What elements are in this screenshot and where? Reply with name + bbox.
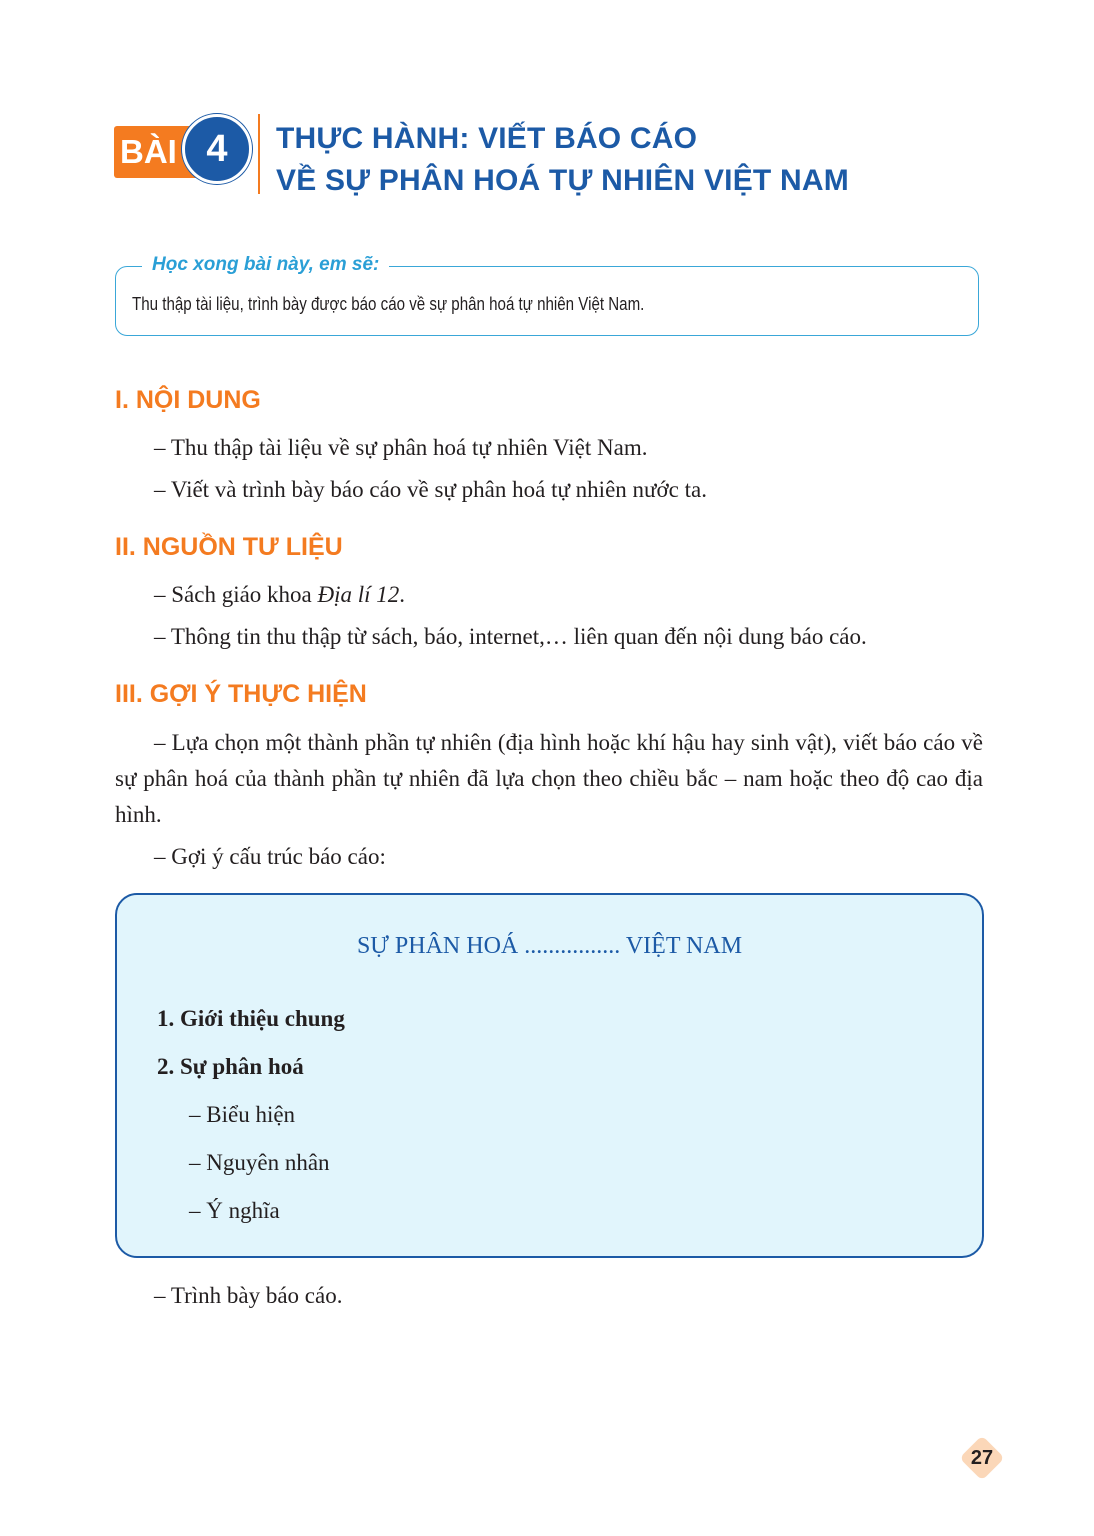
guide-paragraph: – Lựa chọn một thành phần tự nhiên (địa hình hoặc khí hậu hay sinh vật), viết báo cáo về sự phân hoá của thành phần tự nhiên đã lựa chọn theo chiều bắc – nam hoặc theo độ cao địa hình.	[115, 730, 983, 827]
lesson-number-circle	[182, 114, 252, 184]
report-structure-box	[115, 893, 984, 1258]
section-heading-content: I. NỘI DUNG	[115, 386, 261, 414]
objectives-box	[115, 254, 979, 336]
content-item-1: – Thu thập tài liệu về sự phân hoá tự nhiên Việt Nam.	[154, 435, 648, 460]
content-item-2: – Viết và trình bày báo cáo về sự phân hoá tự nhiên nước ta.	[154, 477, 707, 502]
sources-item-2: – Thông tin thu thập từ sách, báo, internet,… liên quan đến nội dung báo cáo.	[154, 624, 867, 649]
section-heading-guide: III. GỢI Ý THỰC HIỆN	[115, 680, 367, 708]
lesson-title-line-1: THỰC HÀNH: VIẾT BÁO CÁO	[276, 122, 698, 155]
header-divider	[258, 114, 260, 194]
sources-item-1-suffix: .	[399, 582, 406, 607]
lesson-badge-label: BÀI	[120, 133, 177, 170]
objectives-text: Thu thập tài liệu, trình bày được báo cáo về sự phân hoá tự nhiên Việt Nam.	[132, 294, 645, 314]
structure-item-differentiation: 2. Sự phân hoá	[157, 1054, 304, 1079]
lesson-badge	[114, 114, 259, 190]
structure-sub-item: – Biểu hiện	[189, 1102, 296, 1127]
section-heading-sources: II. NGUỒN TƯ LIỆU	[115, 533, 343, 561]
sources-item-1	[154, 577, 405, 613]
structure-sub-item: – Ý nghĩa	[189, 1198, 280, 1223]
structure-intro: – Gợi ý cấu trúc báo cáo:	[154, 844, 386, 869]
structure-item-intro: 1. Giới thiệu chung	[157, 1006, 345, 1031]
closing-item: – Trình bày báo cáo.	[154, 1283, 343, 1308]
textbook-title: Địa lí 12	[317, 582, 400, 607]
lesson-title-line-2: VỀ SỰ PHÂN HOÁ TỰ NHIÊN VIỆT NAM	[276, 164, 849, 197]
lesson-title	[276, 118, 849, 202]
structure-title: SỰ PHÂN HOÁ ................ VIỆT NAM	[356, 933, 743, 959]
page-number: 27	[970, 1447, 994, 1469]
lesson-number: 4	[206, 128, 228, 170]
structure-sub-item: – Nguyên nhân	[189, 1150, 330, 1175]
sources-item-1-prefix: – Sách giáo khoa	[154, 582, 318, 607]
objectives-label: Học xong bài này, em sẽ:	[142, 252, 389, 278]
